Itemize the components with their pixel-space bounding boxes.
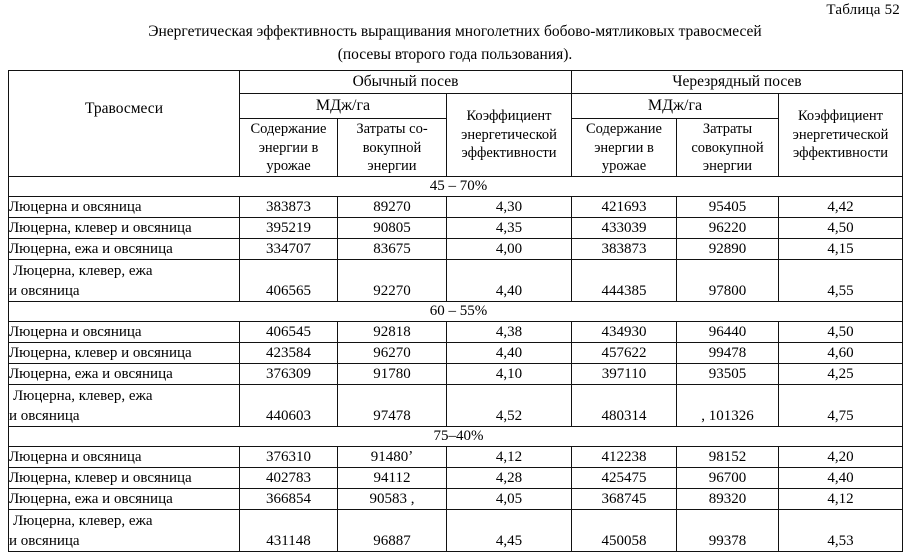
header-energy-interrow-l1: Содержание (586, 121, 662, 137)
header-energy-ordinary-l2: энергии в (258, 139, 319, 156)
cell-ordinary-energy: 431148 (240, 510, 338, 552)
cell-interrow-costs: 95405 (677, 197, 779, 218)
header-coef-ordinary (447, 94, 572, 177)
cell-ordinary-coef: 4,40 (447, 260, 572, 302)
cell-interrow-energy: 368745 (572, 489, 677, 510)
cell-interrow-costs: 96440 (677, 322, 779, 343)
header-coef-ordinary-l1: Коэффициент (466, 108, 552, 125)
cell-mixture-line-1: Люцерна, клевер, ежа (13, 388, 153, 404)
header-coef-interrow-l1: Коэффициент (797, 108, 884, 125)
cell-ordinary-energy: 376309 (240, 364, 338, 385)
table-row (9, 468, 903, 489)
header-energy-interrow-l2: энергии в (594, 139, 654, 156)
cell-interrow-costs: , 101326 (677, 385, 779, 427)
header-coef-ordinary-l3: эффективности (461, 145, 557, 162)
cell-interrow-energy: 444385 (572, 260, 677, 302)
section-label-2 (9, 427, 903, 447)
header-coef-interrow-l3: эффективности (793, 145, 888, 162)
header-costs-interrow (677, 119, 779, 177)
cell-interrow-costs: 92890 (677, 239, 779, 260)
header-unit-interrow: МДж/га (572, 94, 779, 119)
cell-ordinary-costs: 96270 (338, 343, 447, 364)
header-mixtures-label: Травосмеси (85, 99, 163, 117)
cell-ordinary-costs: 96887 (338, 510, 447, 552)
header-coef-ordinary-l2: энергетической (461, 126, 557, 143)
cell-interrow-coef: 4,12 (779, 489, 903, 510)
cell-interrow-coef: 4,60 (779, 343, 903, 364)
cell-interrow-coef: 4,40 (779, 468, 903, 489)
header-unit-ordinary: МДж/га (240, 94, 447, 119)
cell-ordinary-coef: 4,35 (447, 218, 572, 239)
cell-mixture: Люцерна и овсяница (9, 197, 240, 218)
cell-interrow-energy: 480314 (572, 385, 677, 427)
cell-ordinary-energy: 423584 (240, 343, 338, 364)
cell-ordinary-costs: 89270 (338, 197, 447, 218)
cell-ordinary-coef: 4,05 (447, 489, 572, 510)
header-mixtures (9, 71, 240, 177)
cell-ordinary-energy: 440603 (240, 385, 338, 427)
cell-interrow-energy: 434930 (572, 322, 677, 343)
header-energy-content-interrow (572, 119, 677, 177)
header-costs-ordinary (338, 119, 447, 177)
cell-interrow-coef: 4,15 (779, 239, 903, 260)
table-head (9, 71, 903, 177)
cell-mixture: Люцерна, клевер и овсяница (9, 343, 240, 364)
cell-interrow-energy: 412238 (572, 447, 677, 468)
cell-mixture: Люцерна, клевер и овсяница (9, 218, 240, 239)
caption-line-1: Энергетическая эффективность выращивания многолетних бобово-мятликовых травосмесей (148, 23, 762, 40)
table-row (9, 343, 903, 364)
table-row (9, 364, 903, 385)
cell-interrow-coef: 4,50 (779, 322, 903, 343)
cell-ordinary-coef: 4,40 (447, 343, 572, 364)
cell-ordinary-costs: 91480ʼ (338, 447, 447, 468)
cell-mixture: Люцерна, клевер и овсяница (9, 468, 240, 489)
table-row (9, 218, 903, 239)
cell-interrow-coef: 4,53 (779, 510, 903, 552)
header-row-groups (9, 71, 903, 94)
table-row (9, 447, 903, 468)
caption-line-2: (посевы второго года пользования). (337, 46, 573, 63)
cell-interrow-coef: 4,50 (779, 218, 903, 239)
cell-interrow-costs: 96220 (677, 218, 779, 239)
cell-ordinary-costs: 91780 (338, 364, 447, 385)
header-coef-interrow (779, 94, 903, 177)
section-label-1 (9, 302, 903, 322)
cell-ordinary-coef: 4,10 (447, 364, 572, 385)
header-costs-ordinary-l2: вокупной (362, 139, 422, 156)
header-energy-interrow-l3: урожае (601, 158, 647, 174)
table-row (9, 489, 903, 510)
header-costs-ordinary-l1: Затраты со- (356, 121, 428, 137)
cell-interrow-coef: 4,20 (779, 447, 903, 468)
cell-interrow-energy: 450058 (572, 510, 677, 552)
section-label-0 (9, 177, 903, 197)
cell-ordinary-coef: 4,38 (447, 322, 572, 343)
cell-mixture-line-1: Люцерна, клевер, ежа (13, 263, 153, 279)
section-header-row (9, 302, 903, 322)
cell-interrow-coef: 4,25 (779, 364, 903, 385)
cell-ordinary-energy: 383873 (240, 197, 338, 218)
header-group-ordinary: Обычный посев (240, 71, 572, 94)
cell-interrow-energy: 421693 (572, 197, 677, 218)
cell-interrow-costs: 97800 (677, 260, 779, 302)
cell-interrow-costs: 93505 (677, 364, 779, 385)
section-label-text: 45 – 70% (429, 178, 488, 194)
cell-mixture-line-2: и овсяница (9, 533, 80, 549)
cell-interrow-energy: 397110 (572, 364, 677, 385)
cell-ordinary-energy: 406565 (240, 260, 338, 302)
cell-ordinary-costs: 90583 , (338, 489, 447, 510)
cell-mixture (9, 510, 240, 552)
energy-efficiency-table (8, 70, 903, 552)
cell-ordinary-coef: 4,12 (447, 447, 572, 468)
table-row (9, 510, 903, 552)
cell-interrow-coef: 4,75 (779, 385, 903, 427)
cell-mixture: Люцерна, ежа и овсяница (9, 239, 240, 260)
data-table-container (8, 70, 902, 552)
cell-interrow-costs: 89320 (677, 489, 779, 510)
cell-ordinary-coef: 4,45 (447, 510, 572, 552)
cell-interrow-energy: 433039 (572, 218, 677, 239)
header-costs-interrow-l1: Затраты (702, 121, 753, 137)
cell-mixture-line-2: и овсяница (9, 408, 80, 424)
header-energy-ordinary-l1: Содержание (250, 121, 327, 137)
header-costs-interrow-l2: совокупной (691, 139, 764, 156)
cell-interrow-costs: 99378 (677, 510, 779, 552)
header-coef-interrow-l2: энергетической (792, 126, 889, 143)
cell-ordinary-costs: 92818 (338, 322, 447, 343)
page-title (0, 20, 910, 66)
cell-interrow-energy: 383873 (572, 239, 677, 260)
section-header-row (9, 427, 903, 447)
cell-ordinary-costs: 90805 (338, 218, 447, 239)
cell-interrow-costs: 98152 (677, 447, 779, 468)
cell-ordinary-energy: 406545 (240, 322, 338, 343)
section-label-text: 75–40% (433, 428, 484, 444)
cell-ordinary-costs: 83675 (338, 239, 447, 260)
cell-ordinary-costs: 97478 (338, 385, 447, 427)
cell-mixture: Люцерна и овсяница (9, 447, 240, 468)
cell-ordinary-energy: 376310 (240, 447, 338, 468)
cell-ordinary-costs: 94112 (338, 468, 447, 489)
section-label-text: 60 – 55% (429, 303, 488, 319)
section-header-row (9, 177, 903, 197)
cell-ordinary-coef: 4,00 (447, 239, 572, 260)
table-row (9, 322, 903, 343)
cell-interrow-energy: 457622 (572, 343, 677, 364)
cell-interrow-energy: 425475 (572, 468, 677, 489)
cell-interrow-costs: 99478 (677, 343, 779, 364)
table-row (9, 260, 903, 302)
table-row (9, 197, 903, 218)
cell-ordinary-costs: 92270 (338, 260, 447, 302)
cell-mixture: Люцерна, ежа и овсяница (9, 489, 240, 510)
cell-mixture-line-2: и овсяница (9, 283, 80, 299)
cell-ordinary-coef: 4,28 (447, 468, 572, 489)
cell-interrow-coef: 4,42 (779, 197, 903, 218)
cell-ordinary-energy: 366854 (240, 489, 338, 510)
table-body (9, 177, 903, 552)
cell-mixture: Люцерна и овсяница (9, 322, 240, 343)
table-row (9, 385, 903, 427)
cell-mixture-line-1: Люцерна, клевер, ежа (13, 513, 153, 529)
header-costs-ordinary-l3: энергии (367, 158, 417, 174)
table-row (9, 239, 903, 260)
cell-mixture (9, 260, 240, 302)
cell-interrow-costs: 96700 (677, 468, 779, 489)
header-energy-content-ordinary (240, 119, 338, 177)
table-number: Таблица 52 (826, 2, 900, 18)
cell-interrow-coef: 4,55 (779, 260, 903, 302)
header-costs-interrow-l3: энергии (702, 158, 753, 174)
cell-ordinary-energy: 402783 (240, 468, 338, 489)
header-group-interrow: Черезрядный посев (572, 71, 903, 94)
cell-mixture: Люцерна, ежа и овсяница (9, 364, 240, 385)
header-energy-ordinary-l3: урожае (266, 158, 311, 174)
cell-ordinary-coef: 4,30 (447, 197, 572, 218)
cell-ordinary-energy: 334707 (240, 239, 338, 260)
cell-ordinary-coef: 4,52 (447, 385, 572, 427)
cell-ordinary-energy: 395219 (240, 218, 338, 239)
cell-mixture (9, 385, 240, 427)
